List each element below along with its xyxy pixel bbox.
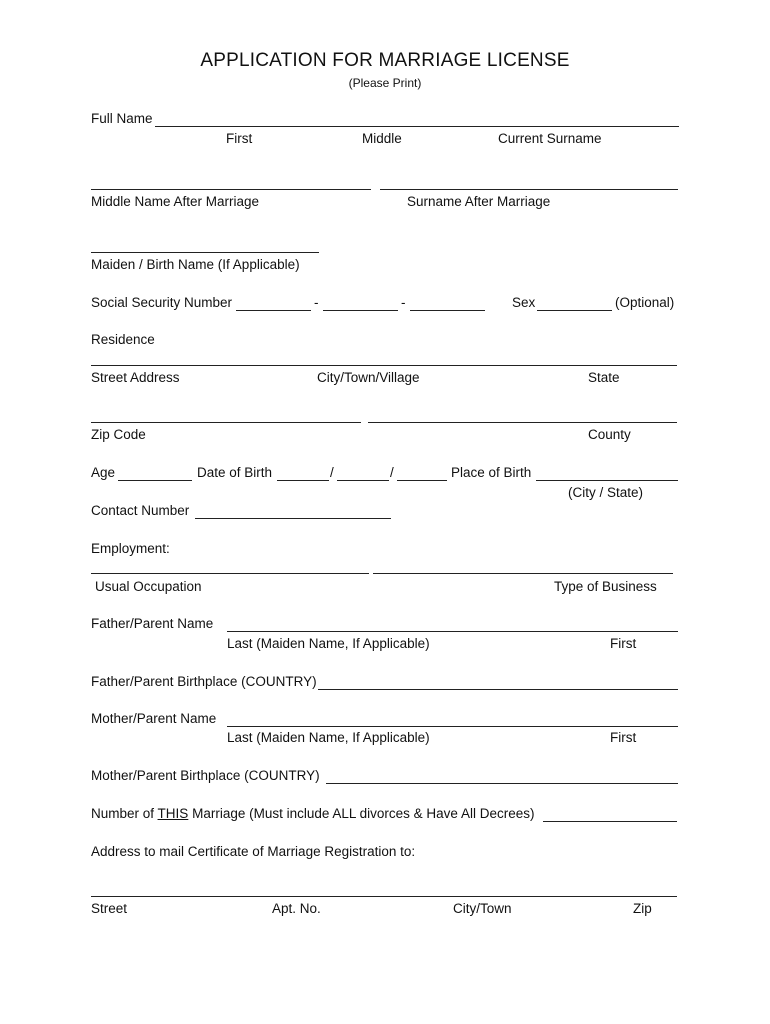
dob-label: Date of Birth <box>197 465 273 480</box>
city-state-caption: (City / State) <box>568 485 644 500</box>
father-name-field[interactable] <box>227 631 678 632</box>
marriage-number-prefix: Number of <box>91 806 155 821</box>
mother-name-field[interactable] <box>227 726 678 727</box>
mail-street-caption: Street <box>91 901 128 916</box>
mail-address-label: Address to mail Certificate of Marriage Registration to: <box>91 844 416 859</box>
mother-name-label: Mother/Parent Name <box>91 711 217 726</box>
middle-after-marriage-caption: Middle Name After Marriage <box>91 194 260 209</box>
ssn-label: Social Security Number <box>91 295 233 310</box>
contact-number-field[interactable] <box>195 518 391 519</box>
maiden-name-field[interactable] <box>91 252 319 253</box>
mother-birthplace-label: Mother/Parent Birthplace (COUNTRY) <box>91 768 320 783</box>
marriage-number-suffix: Marriage (Must include ALL divorces & Have All Decrees) <box>192 806 535 821</box>
mother-birthplace-field[interactable] <box>326 783 678 784</box>
first-name-caption: First <box>226 131 253 146</box>
city-town-village-caption: City/Town/Village <box>317 370 420 385</box>
marriage-number-label <box>91 806 534 821</box>
father-name-label: Father/Parent Name <box>91 616 214 631</box>
county-caption: County <box>588 427 631 442</box>
father-last-name-caption: Last (Maiden Name, If Applicable) <box>227 636 430 651</box>
street-address-caption: Street Address <box>91 370 180 385</box>
ssn-dash-2: - <box>401 295 406 310</box>
maiden-name-caption: Maiden / Birth Name (If Applicable) <box>91 257 300 272</box>
place-of-birth-label: Place of Birth <box>451 465 532 480</box>
usual-occupation-field[interactable] <box>91 573 369 574</box>
age-label: Age <box>91 465 116 480</box>
mail-zip-caption: Zip <box>633 901 652 916</box>
current-surname-caption: Current Surname <box>498 131 602 146</box>
sex-label: Sex <box>512 295 536 310</box>
type-of-business-caption: Type of Business <box>554 579 657 594</box>
middle-name-after-marriage-field[interactable] <box>91 189 371 190</box>
mail-apt-caption: Apt. No. <box>272 901 321 916</box>
surname-after-marriage-caption: Surname After Marriage <box>407 194 551 209</box>
mother-first-name-caption: First <box>610 730 637 745</box>
zip-code-field[interactable] <box>91 422 361 423</box>
father-birthplace-field[interactable] <box>318 689 678 690</box>
employment-label: Employment: <box>91 541 170 556</box>
form-subtitle: (Please Print) <box>348 76 422 90</box>
mother-last-name-caption: Last (Maiden Name, If Applicable) <box>227 730 430 745</box>
mail-city-caption: City/Town <box>453 901 512 916</box>
father-first-name-caption: First <box>610 636 637 651</box>
dob-year-field[interactable] <box>397 480 447 481</box>
middle-name-caption: Middle <box>362 131 402 146</box>
ssn-part2-field[interactable] <box>323 310 398 311</box>
ssn-dash-1: - <box>314 295 319 310</box>
usual-occupation-caption: Usual Occupation <box>95 579 202 594</box>
county-field[interactable] <box>368 422 677 423</box>
contact-number-label: Contact Number <box>91 503 190 518</box>
full-name-field[interactable] <box>155 126 679 127</box>
form-title: APPLICATION FOR MARRIAGE LICENSE <box>200 50 570 71</box>
residence-label: Residence <box>91 332 155 347</box>
mail-address-field[interactable] <box>91 896 677 897</box>
marriage-number-field[interactable] <box>543 821 677 822</box>
dob-slash-2: / <box>390 465 394 480</box>
state-caption: State <box>588 370 620 385</box>
ssn-part3-field[interactable] <box>410 310 485 311</box>
age-field[interactable] <box>118 480 192 481</box>
full-name-label: Full Name <box>91 111 153 126</box>
ssn-part1-field[interactable] <box>236 310 311 311</box>
surname-after-marriage-field[interactable] <box>380 189 678 190</box>
sex-optional-note: (Optional) <box>615 295 675 310</box>
dob-day-field[interactable] <box>337 480 389 481</box>
marriage-number-emphasis: THIS <box>157 806 189 821</box>
zip-code-caption: Zip Code <box>91 427 146 442</box>
dob-month-field[interactable] <box>277 480 329 481</box>
residence-address-field[interactable] <box>91 365 677 366</box>
type-of-business-field[interactable] <box>373 573 673 574</box>
place-of-birth-field[interactable] <box>536 480 678 481</box>
father-birthplace-label: Father/Parent Birthplace (COUNTRY) <box>91 674 317 689</box>
sex-field[interactable] <box>537 310 612 311</box>
dob-slash-1: / <box>330 465 334 480</box>
